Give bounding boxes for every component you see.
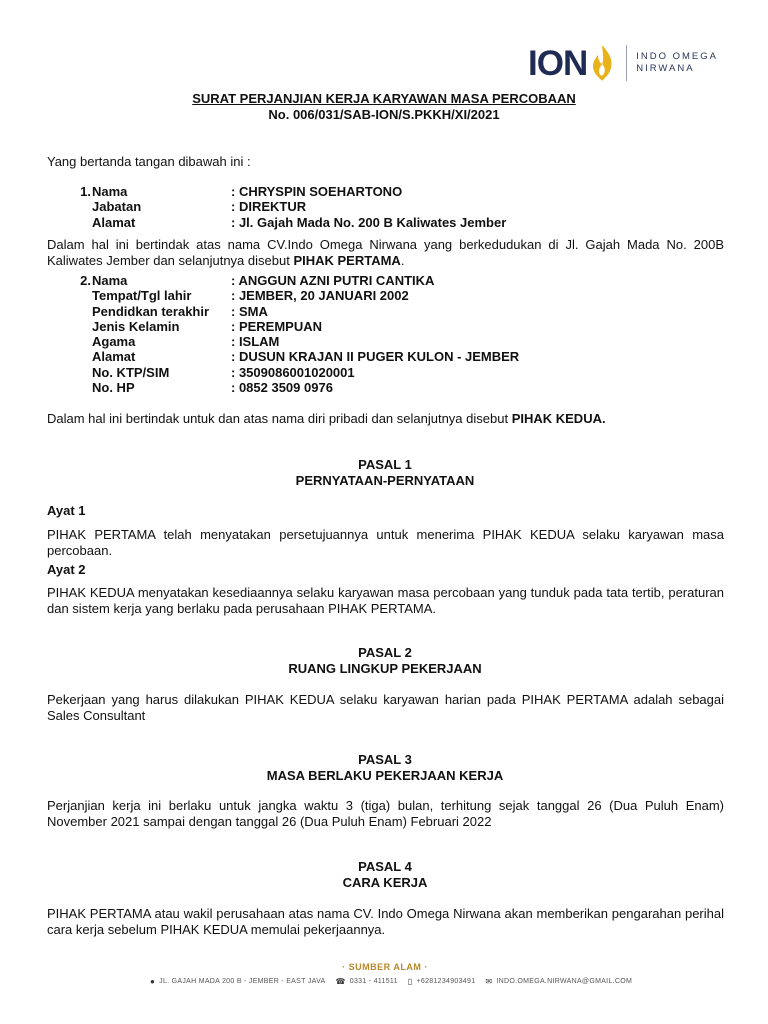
party2-label: Pendidkan terakhir — [92, 303, 210, 319]
ayat2-text: PIHAK KEDUA menyatakan kesediaannya selaku karyawan masa percobaan yang tunduk pada tata tertib, peraturan dan sistem kerja yang berlaku pada perusahaan PIHAK PERTAMA. — [47, 585, 724, 616]
party2-label: No. HP — [92, 380, 135, 396]
pasal2-title: RUANG LINGKUP PEKERJAAN — [288, 660, 482, 676]
party2-label: No. KTP/SIM — [92, 364, 170, 380]
party2-row — [47, 273, 519, 288]
party2-value: : DUSUN KRAJAN II PUGER KULON - JEMBER — [231, 349, 520, 365]
party2-value: : 0852 3509 0976 — [231, 380, 333, 396]
pasal4-text: PIHAK PERTAMA atau wakil perusahaan atas nama CV. Indo Omega Nirwana akan memberikan pengarahan perihal cara kerja sebelum PIHAK KEDUA memulai pekerjaannya. — [47, 906, 724, 937]
party2-value: : ANGGUN AZNI PUTRI CANTIKA — [231, 273, 435, 288]
party2-label: Tempat/Tgl lahir — [92, 288, 192, 304]
ayat1-label: Ayat 1 — [47, 503, 86, 518]
mobile-phone-icon: ▯ — [407, 977, 413, 986]
intro-text: Yang bertanda tangan dibawah ini : — [47, 154, 251, 169]
party1-label: Jabatan — [92, 199, 142, 215]
logo-wordmark: ION — [528, 43, 588, 83]
party1-value: : Jl. Gajah Mada No. 200 B Kaliwates Jember — [231, 214, 507, 230]
pasal1-heading: PASAL 1 — [358, 457, 412, 472]
pasal3-heading: PASAL 3 — [358, 752, 412, 767]
document-title: SURAT PERJANJIAN KERJA KARYAWAN MASA PERCOBAAN — [192, 91, 576, 106]
party1-details — [47, 184, 506, 230]
party2-row — [47, 304, 519, 319]
party2-row — [47, 365, 519, 380]
party2-label: Nama — [92, 273, 128, 288]
footer-phone: 0331 - 411511 — [349, 978, 398, 985]
phone-icon: ☎ — [335, 977, 346, 986]
party2-label: Agama — [92, 334, 136, 350]
party2-value: : PEREMPUAN — [231, 318, 323, 334]
party1-value: : DIREKTUR — [231, 199, 307, 215]
footer-brand: · SUMBER ALAM · — [342, 962, 428, 972]
party1-value: : CHRYSPIN SOEHARTONO — [231, 184, 403, 199]
logo-company-name — [636, 51, 718, 75]
pasal3-text: Perjanjian kerja ini berlaku untuk jangka waktu 3 (tiga) bulan, terhitung sejak tanggal 26 (Dua Puluh Enam) November 2021 sampai dengan tanggal 26 (Dua Puluh Enam) Februari 2022 — [47, 798, 724, 829]
footer-address: JL. GAJAH MADA 200 B - JEMBER - EAST JAVA — [159, 978, 326, 985]
party2-row — [47, 349, 519, 364]
party1-row — [47, 215, 506, 230]
pasal2-heading: PASAL 2 — [358, 645, 412, 660]
pasal2-text: Pekerjaan yang harus dilakukan PIHAK KEDUA selaku karyawan harian pada PIHAK PERTAMA adalah sebagai Sales Consultant — [47, 692, 724, 723]
party2-statement: Dalam hal ini bertindak untuk dan atas nama diri pribadi dan selanjutnya disebut PIHAK KEDUA. — [47, 411, 606, 426]
logo-divider — [626, 45, 627, 81]
party1-designation: PIHAK PERTAMA — [293, 252, 401, 268]
footer-email: INDO.OMEGA.NIRWANA@GMAIL.COM — [496, 978, 633, 985]
email-icon: ✉ — [485, 977, 493, 986]
footer-mobile: +6281234903491 — [416, 978, 476, 985]
party2-row — [47, 334, 519, 349]
logo-company-line1: INDO OMEGA — [636, 51, 718, 62]
party1-statement: Dalam hal ini bertindak atas nama CV.Indo Omega Nirwana yang berkedudukan di Jl. Gajah Mada No. 200B Kaliwates Jember dan selanjutnya disebut PIHAK PERTAMA. — [47, 237, 724, 268]
pasal4-heading-block — [0, 859, 768, 890]
party1-row — [47, 184, 506, 199]
party2-row — [47, 288, 519, 303]
party2-number: 2. — [80, 273, 91, 288]
party2-designation: PIHAK KEDUA. — [511, 411, 606, 426]
location-pin-icon: ● — [150, 977, 156, 986]
party2-value: : 3509086001020001 — [231, 364, 355, 380]
company-logo — [528, 40, 718, 86]
party1-label: Nama — [92, 184, 128, 199]
party1-row — [47, 199, 506, 214]
flame-icon — [589, 43, 615, 83]
pasal4-heading: PASAL 4 — [358, 859, 412, 874]
party2-row — [47, 319, 519, 334]
ayat2-label: Ayat 2 — [47, 562, 86, 577]
document-title-block — [0, 91, 768, 123]
pasal3-heading-block — [0, 752, 768, 783]
party2-value: : JEMBER, 20 JANUARI 2002 — [231, 288, 409, 304]
logo-company-line2: NIRWANA — [636, 63, 695, 74]
document-number: No. 006/031/SAB-ION/S.PKKH/XI/2021 — [268, 107, 500, 122]
pasal3-title: MASA BERLAKU PEKERJAAN KERJA — [266, 767, 504, 783]
party2-row — [47, 380, 519, 395]
party2-label: Alamat — [92, 349, 136, 365]
footer-contact-line — [150, 977, 632, 986]
party2-value: : ISLAM — [231, 334, 280, 350]
pasal4-title: CARA KERJA — [342, 874, 428, 890]
pasal1-heading-block — [0, 457, 768, 488]
party2-details — [47, 273, 519, 395]
party2-label: Jenis Kelamin — [92, 318, 180, 334]
party1-label: Alamat — [92, 214, 136, 230]
party1-number: 1. — [80, 184, 91, 199]
ayat1-text: PIHAK PERTAMA telah menyatakan persetujuannya untuk menerima PIHAK KEDUA selaku karyawan masa percobaan. — [47, 527, 724, 558]
pasal2-heading-block — [0, 645, 768, 676]
pasal1-title: PERNYATAAN-PERNYATAAN — [295, 472, 475, 488]
party2-value: : SMA — [231, 303, 268, 319]
